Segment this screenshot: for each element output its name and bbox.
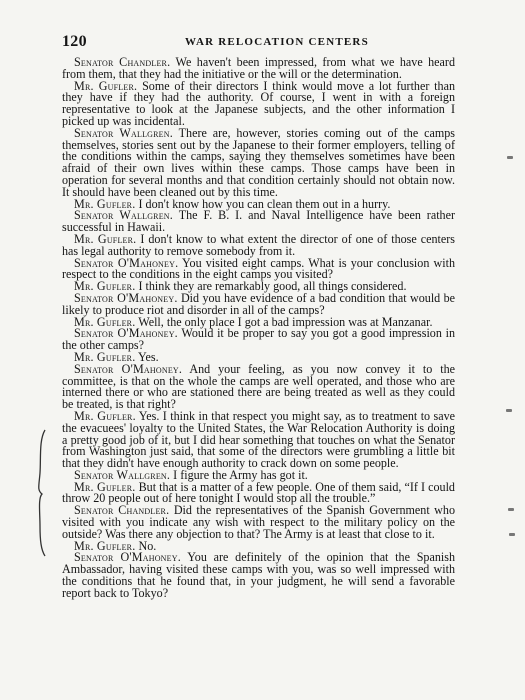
speech-text: But that is a matter of a few people. One of them said, “If I could throw 20 people out of here tonight I would stop all the trouble.” xyxy=(62,479,455,506)
speech-text: Well, the only place I got a bad impression was at Manzanar. xyxy=(138,314,433,329)
speaker-name: Mr. Gufler. xyxy=(74,231,137,246)
speech-text: Yes. xyxy=(138,349,159,364)
speech-text: I figure the Army has got it. xyxy=(173,467,308,482)
speech-text: Did the representatives of the Spanish Government who visited with you indicate any wish with respect to the military policy on the outside? Was there any objection to that? The Army is at least that close to it. xyxy=(62,503,455,541)
speaker-name: Senator O'Mahoney. xyxy=(74,550,181,565)
edge-speck xyxy=(508,508,514,511)
page-header xyxy=(62,33,462,51)
speech-text: And your feeling, as you now convey it to the committee, is that on the whole the camps are well operated, and those who are interned there or who are stationed there are being treated as well as they could be treated, is that right? xyxy=(62,361,455,412)
speaker-name: Senator Wallgren. xyxy=(74,125,173,140)
speech-text: Some of their directors I think would move a lot further than they have if they had the authority. Of course, I went in with a foreign representative to look at the Japanese subjects, and the other information I picked up was incidental. xyxy=(62,78,456,128)
speech-text: You are definitely of the opinion that the Spanish Ambassador, having visited these camps with you, was so well impressed with the conditions that he found that, in your judgment, he will send a favorable report back to Tokyo? xyxy=(62,550,455,600)
transcript-paragraph xyxy=(62,361,455,412)
speaker-name: Senator Chandler. xyxy=(74,55,171,69)
speaker-name: Senator O'Mahoney. xyxy=(74,326,178,341)
transcript-paragraph xyxy=(62,57,455,81)
speech-text: I don't know how you can clean them out in a hurry. xyxy=(138,196,391,211)
speaker-name: Mr. Gufler. xyxy=(74,196,136,211)
speaker-name: Senator Chandler. xyxy=(74,503,170,518)
running-head: WAR RELOCATION CENTERS xyxy=(185,36,369,48)
speaker-name: Senator O'Mahoney. xyxy=(74,361,183,376)
speech-text: The F. B. I. and Naval Intelligence have been rather successful in Hawaii. xyxy=(62,208,455,235)
transcript-paragraph xyxy=(62,78,456,128)
speaker-name: Senator Wallgren. xyxy=(74,208,174,223)
speaker-name: Mr. Gufler. xyxy=(74,408,136,423)
speech-text: You visited eight camps. What is your conclusion with respect to the conditions in the eight camps you visited? xyxy=(62,255,455,282)
margin-bracket-mark xyxy=(36,428,48,558)
speaker-name: Senator O'Mahoney. xyxy=(74,255,179,270)
edge-speck xyxy=(509,533,515,536)
speaker-name: Mr. Gufler. xyxy=(74,349,136,364)
speech-text: Did you have evidence of a bad condition that would be likely to produce riot and disorder in all of the camps? xyxy=(62,290,455,317)
speech-text: We haven't been impressed, from what we have heard from them, that they had the initiative or the will or the determination. xyxy=(62,55,455,81)
transcript-body xyxy=(62,57,455,600)
transcript-paragraph xyxy=(62,328,455,352)
page-number: 120 xyxy=(62,33,87,50)
edge-speck xyxy=(506,409,512,412)
transcript-paragraph xyxy=(62,479,455,506)
speech-text: Would it be proper to say you got a good impression in the other camps? xyxy=(62,326,456,353)
speaker-name: Mr. Gufler. xyxy=(74,538,136,553)
speaker-name: Mr. Gufler. xyxy=(74,279,136,294)
transcript-paragraph xyxy=(62,210,455,234)
transcript-paragraph xyxy=(62,125,456,199)
speech-text: There are, however, stories coming out of the camps themselves, stories sent out by the Japanese to their former employers, telling of the conditions within the camps, saying they themselves sometimes have been afraid of their own lives within these camps. Those camps have been in operation for several months and that condition certainly should not obtain now. It should have been cleaned out by this time. xyxy=(62,125,456,199)
transcript-paragraph xyxy=(62,505,455,540)
transcript-paragraph xyxy=(62,290,455,317)
transcript-paragraph xyxy=(62,552,455,599)
speech-text: Yes. I think in that respect you might say, as to treatment to save the evacuees' loyalty to the United States, the War Relocation Authority is doing a pretty good job of it, but I did hear something that touches on what the Senator from Washington just said, that some of the directors were grumbling a little bit that they didn't have enough authority to crack down on some people. xyxy=(62,408,455,471)
speech-text: I don't know to what extent the director of one of those centers has legal authority to remove somebody from it. xyxy=(62,231,455,258)
transcript-paragraph xyxy=(62,255,455,282)
speaker-name: Senator O'Mahoney. xyxy=(74,290,178,305)
speech-text: I think they are remarkably good, all things considered. xyxy=(138,279,407,294)
speaker-name: Senator Wallgren. xyxy=(74,467,171,482)
speech-text: No. xyxy=(138,538,157,553)
transcript-paragraph xyxy=(62,231,455,258)
speaker-name: Mr. Gufler. xyxy=(74,314,136,329)
speaker-name: Mr. Gufler. xyxy=(74,78,138,93)
transcript-paragraph xyxy=(62,408,455,471)
speaker-name: Mr. Gufler. xyxy=(74,479,136,494)
edge-speck xyxy=(507,156,513,159)
